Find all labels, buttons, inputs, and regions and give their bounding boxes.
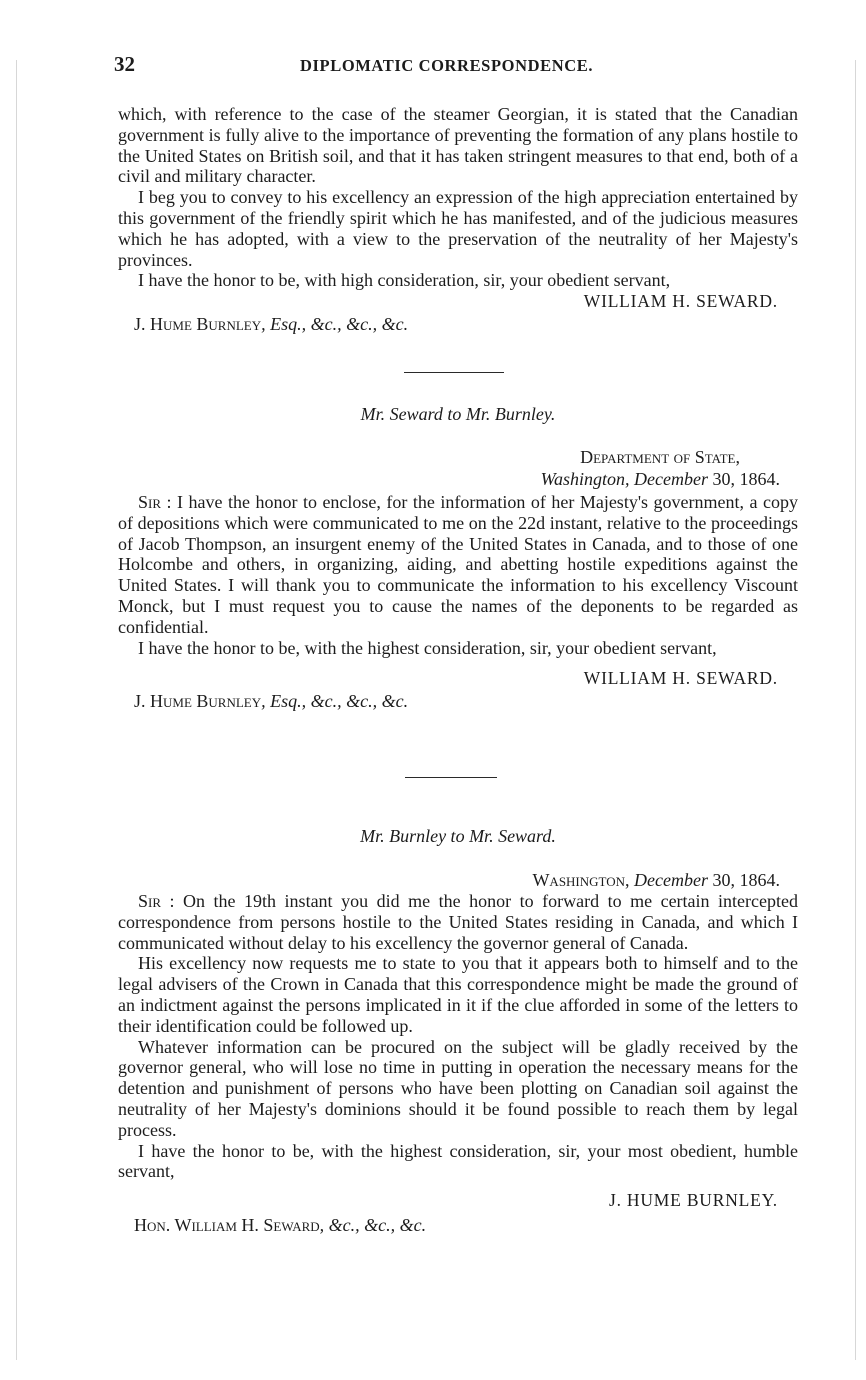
letter3-paragraph-2: His excellency now requests me to state to you that it appears both to himself and to the legal advisers of the Crown in Canada that this correspondence might be made the ground of an indictment against the persons implicated in it if the clue afforded in some of the letters to their identification could be followed up. <box>118 953 798 1036</box>
letter3-addressee-name: Hon. William H. Seward <box>134 1214 320 1235</box>
letter3-dateline <box>118 870 780 891</box>
letter2-addressee <box>118 691 798 712</box>
letter3-date-rest: 30, 1864. <box>708 870 780 890</box>
running-title: DIPLOMATIC CORRESPONDENCE. <box>300 56 594 75</box>
letter2-addressee-name: J. Hume Burnley <box>134 691 262 712</box>
letter3-heading: Mr. Burnley to Mr. Seward. <box>360 826 556 846</box>
letter2-signature: WILLIAM H. SEWARD. <box>583 668 778 689</box>
letter3-place: Washington, <box>532 870 635 890</box>
letter2-date-month: December <box>634 469 708 489</box>
letter2-paragraph <box>118 492 798 638</box>
letter3-date-month: December <box>634 870 708 890</box>
letter3-signature: J. HUME BURNLEY. <box>608 1190 778 1211</box>
section-divider-1 <box>404 372 504 373</box>
page-header <box>114 52 804 82</box>
letter2-dateline <box>118 446 780 490</box>
page-left-edge <box>16 60 17 1360</box>
letter1-addressee-rest: , Esq., &c., &c., &c. <box>261 313 409 334</box>
letter1-addressee-name: J. Hume Burnley <box>134 313 262 334</box>
letter2-date-rest: 30, 1864. <box>708 469 780 489</box>
letter3-text-1: On the 19th instant you did me the honor to forward to me certain intercepted correspondence from persons hostile to the United States residing in Canada, and which I communicated without delay to his excellency the governor general of Canada. <box>118 891 799 953</box>
letter2-place: Washington, <box>540 469 635 489</box>
letter2-closing: I have the honor to be, with the highest consideration, sir, your obedient servant, <box>138 637 717 658</box>
letter3-addressee <box>118 1215 798 1236</box>
section-divider-2 <box>405 777 497 778</box>
letter3-paragraph-1 <box>118 891 798 953</box>
letter1-paragraph-2: I beg you to convey to his excellency an expression of the high appreciation entertained by this government of the friendly spirit which he has manifested, and of the judicious measures which he has adopted, with a view to the preservation of the neutrality of her Majesty's provinces. <box>118 187 798 270</box>
page-right-edge <box>855 60 856 1360</box>
letter1-paragraph-1: which, with reference to the case of the steamer Georgian, it is stated that the Canadian government is fully alive to the importance of preventing the formation of any plans hostile to the United States on British soil, and that it has taken stringent measures to that end, both of a civil and military character. <box>118 104 798 187</box>
letter1-signature: WILLIAM H. SEWARD. <box>583 291 778 312</box>
letter2-salutation: Sir : <box>138 492 172 512</box>
letter1-end <box>118 104 798 335</box>
page-number: 32 <box>114 52 135 76</box>
letter2-text: I have the honor to enclose, for the information of her Majesty's government, a copy of depositions which were communicated to me on the 22d instant, relative to the proceedings of Jacob Thompson, an insurgent enemy of the United States in Canada, and to those of one Holcombe and others, in organizing, aiding, and abetting hostile expeditions against the United States. I will thank you to communicate the information to his excellency Viscount Monck, but I must request you to cause the names of the deponents to be regarded as confidential. <box>118 492 799 637</box>
letter1-addressee <box>118 314 798 335</box>
letter2-body <box>118 492 798 712</box>
letter3-body <box>118 891 798 1236</box>
letter2-department: Department of State, <box>580 447 740 467</box>
letter3-addressee-rest: , &c., &c., &c. <box>319 1214 427 1235</box>
letter3-closing: I have the honor to be, with the highest consideration, sir, your most obedient, humble servant, <box>118 1140 798 1182</box>
letter1-closing: I have the honor to be, with high consideration, sir, your obedient servant, <box>138 270 671 291</box>
letter3-paragraph-3: Whatever information can be procured on the subject will be gladly received by the governor general, who will lose no time in putting in operation the necessary means for the detention and punishment of persons who have been plotting on Canadian soil against the neutrality of her Majesty's dominions should it be found possible to reach them by legal process. <box>118 1036 798 1140</box>
letter2-heading: Mr. Seward to Mr. Burnley. <box>360 404 556 424</box>
letter3-salutation: Sir : <box>138 891 175 911</box>
letter2-addressee-rest: , Esq., &c., &c., &c. <box>261 691 409 712</box>
